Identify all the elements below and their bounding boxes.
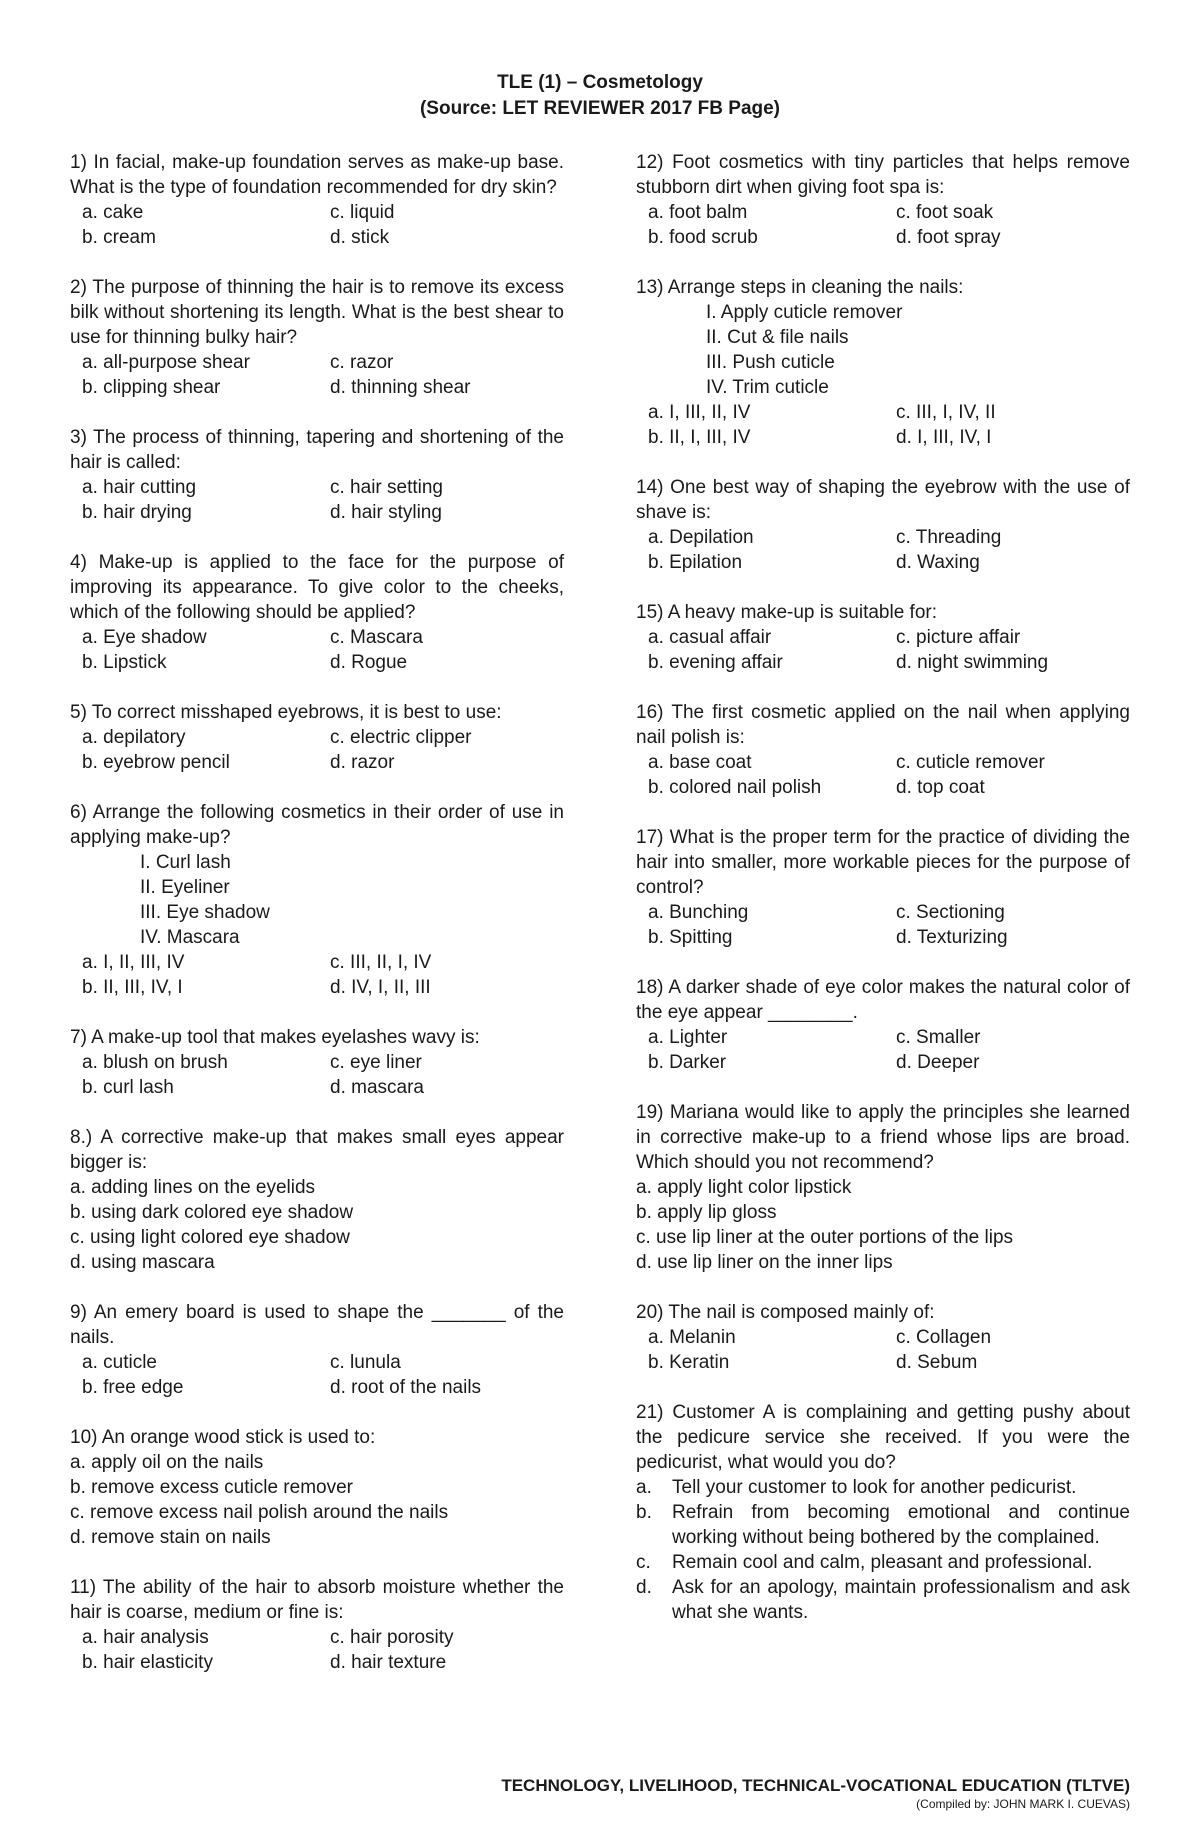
ordering-item: IV. Mascara [140,927,240,948]
question-block [70,1575,564,1675]
answer-choice: d. using mascara [70,1252,215,1273]
answer-choices [636,1175,1130,1275]
answer-choice: d. use lip liner on the inner lips [636,1252,893,1273]
answer-choice: d. remove stain on nails [70,1527,271,1548]
question-block [70,550,564,675]
question-stem: 2) The purpose of thinning the hair is to remove its excess bilk without shortening its length. What is the best shear to use for thinning bulky hair? [70,277,564,348]
answer-choices [636,1025,1130,1075]
answer-choice: c. using light colored eye shadow [70,1227,350,1248]
answer-choice: c. picture affair [896,627,1021,648]
answer-choice: a. Eye shadow [82,627,207,648]
answer-choice: d. hair texture [330,1652,447,1673]
footer-credit: (Compiled by: JOHN MARK I. CUEVAS) [916,1797,1130,1811]
answer-choice: c. foot soak [896,202,994,223]
question-stem: 10) An orange wood stick is used to: [70,1427,376,1448]
question-stem: 11) The ability of the hair to absorb moisture whether the hair is coarse, medium or fine is: [70,1577,564,1623]
question-stem: 8.) A corrective make-up that makes small eyes appear bigger is: [70,1127,564,1173]
answer-choice: c. electric clipper [330,727,472,748]
question-stem: 9) An emery board is used to shape the _______ of the nails. [70,1302,564,1348]
answer-choice: b. Lipstick [82,652,167,673]
answer-choice: a. blush on brush [82,1052,228,1073]
answer-choice: a. depilatory [82,727,186,748]
choice-letter: c. [636,1552,651,1573]
choice-text: Remain cool and calm, pleasant and professional. [672,1552,1093,1573]
answer-choice: b. eyebrow pencil [82,752,230,773]
answer-choice: d. stick [330,227,390,248]
answer-choice: c. use lip liner at the outer portions of the lips [636,1227,1014,1248]
choice-letter: b. [636,1502,652,1523]
ordering-item: III. Eye shadow [140,902,270,923]
left-column [70,150,564,1700]
question-block [70,275,564,400]
answer-choice: a. adding lines on the eyelids [70,1177,316,1198]
question-block [636,275,1130,450]
answer-choice: d. Waxing [896,552,980,573]
answer-choice: c. Collagen [896,1327,992,1348]
answer-choice: a. Melanin [648,1327,736,1348]
answer-choices [70,1175,564,1275]
answer-choice: d. Rogue [330,652,408,673]
answer-choices [70,350,564,400]
answer-choice: b. food scrub [648,227,758,248]
answer-choice: c. III, I, IV, II [896,402,996,423]
question-block [636,1400,1130,1625]
question-stem: 7) A make-up tool that makes eyelashes wavy is: [70,1027,480,1048]
answer-choice: a. I, II, III, IV [82,952,185,973]
question-block [636,1300,1130,1375]
question-stem: 6) Arrange the following cosmetics in their order of use in applying make-up? [70,802,564,848]
choice-text: Refrain from becoming emotional and continue working without being bothered by the complained. [672,1502,1130,1548]
ordering-item: I. Curl lash [140,852,231,873]
answer-choice: d. root of the nails [330,1377,482,1398]
answer-choice: d. top coat [896,777,985,798]
question-stem: 15) A heavy make-up is suitable for: [636,602,937,623]
document-header [0,70,1200,122]
answer-choices [70,475,564,525]
question-block [70,1300,564,1400]
answer-choices [70,1350,564,1400]
answer-choice: a. hair cutting [82,477,197,498]
answer-choice: b. hair drying [82,502,192,523]
question-block [70,800,564,1000]
answer-choice: b. Darker [648,1052,727,1073]
question-block [636,825,1130,950]
answer-choice: d. I, III, IV, I [896,427,992,448]
answer-choice: c. III, II, I, IV [330,952,432,973]
question-block [70,150,564,250]
ordering-items [70,850,564,950]
answer-choice: b. cream [82,227,156,248]
answer-choice: a. Bunching [648,902,749,923]
question-stem: 18) A darker shade of eye color makes the natural color of the eye appear ________. [636,977,1130,1023]
ordering-item: III. Push cuticle [706,352,835,373]
answer-choice: d. Deeper [896,1052,980,1073]
answer-choice: d. night swimming [896,652,1049,673]
answer-choices [636,200,1130,250]
answer-choice: a. apply light color lipstick [636,1177,852,1198]
answer-choice: b. Keratin [648,1352,730,1373]
answer-choice: c. hair setting [330,477,443,498]
question-block [636,600,1130,675]
question-block [636,975,1130,1075]
answer-choice: c. razor [330,352,394,373]
question-stem: 17) What is the proper term for the practice of dividing the hair into smaller, more workable pieces for the purpose of control? [636,827,1130,898]
answer-choice: c. Threading [896,527,1002,548]
question-block [70,1125,564,1275]
answer-choices [70,1050,564,1100]
question-block [636,475,1130,575]
footer-title: TECHNOLOGY, LIVELIHOOD, TECHNICAL-VOCATIONAL EDUCATION (TLTVE) [501,1776,1130,1795]
choice-letter: d. [636,1577,652,1598]
answer-choices [636,1325,1130,1375]
question-stem: 4) Make-up is applied to the face for the purpose of improving its appearance. To give color to the cheeks, which of the following should be applied? [70,552,564,623]
question-stem: 12) Foot cosmetics with tiny particles that helps remove stubborn dirt when giving foot spa is: [636,152,1130,198]
answer-choices [70,200,564,250]
question-stem: 5) To correct misshaped eyebrows, it is best to use: [70,702,502,723]
answer-choices [70,625,564,675]
answer-choice: a. Depilation [648,527,754,548]
answer-choices [70,1625,564,1675]
question-stem: 3) The process of thinning, tapering and shortening of the hair is called: [70,427,564,473]
answer-choice: c. Sectioning [896,902,1005,923]
answer-choice: d. thinning shear [330,377,471,398]
question-block [636,700,1130,800]
answer-choice: a. I, III, II, IV [648,402,751,423]
answer-choice: c. lunula [330,1352,401,1373]
ordering-items [636,300,1130,400]
ordering-item: I. Apply cuticle remover [706,302,903,323]
answer-choice: c. hair porosity [330,1627,454,1648]
question-stem: 13) Arrange steps in cleaning the nails: [636,277,964,298]
answer-choice: c. cuticle remover [896,752,1045,773]
answer-choice: b. using dark colored eye shadow [70,1202,354,1223]
answer-choice: a. cuticle [82,1352,157,1373]
answer-choice [636,1575,1130,1625]
question-stem: 14) One best way of shaping the eyebrow with the use of shave is: [636,477,1130,523]
answer-choice: b. II, I, III, IV [648,427,751,448]
question-block [70,1025,564,1100]
question-stem: 1) In facial, make-up foundation serves as make-up base. What is the type of foundation recommended for dry skin? [70,152,564,198]
page-title: TLE (1) – Cosmetology [497,72,703,93]
question-stem: 21) Customer A is complaining and getting pushy about the pedicure service she received. If you were the pedicurist, what would you do? [636,1402,1130,1473]
answer-choice: d. Sebum [896,1352,978,1373]
answer-choice: a. all-purpose shear [82,352,250,373]
question-block [70,425,564,525]
answer-choice: b. clipping shear [82,377,221,398]
answer-choices [70,725,564,775]
answer-choices [70,1450,564,1550]
answer-choice: a. cake [82,202,144,223]
answer-choice: b. hair elasticity [82,1652,213,1673]
answer-choice: a. hair analysis [82,1627,209,1648]
question-block [70,1425,564,1550]
answer-choices [636,400,1130,450]
answer-choice [636,1550,1130,1575]
answer-choice: c. liquid [330,202,395,223]
answer-choice: d. razor [330,752,395,773]
choice-letter: a. [636,1477,652,1498]
answer-choice: a. base coat [648,752,752,773]
answer-choices [636,900,1130,950]
answer-choice: c. Smaller [896,1027,981,1048]
ordering-item: II. Eyeliner [140,877,230,898]
question-block [70,700,564,775]
answer-choice: d. IV, I, II, III [330,977,431,998]
answer-choice: c. Mascara [330,627,423,648]
answer-choices [636,750,1130,800]
question-block [636,1100,1130,1275]
answer-choice: d. foot spray [896,227,1001,248]
choice-text: Ask for an apology, maintain professionalism and ask what she wants. [672,1577,1130,1623]
ordering-item: IV. Trim cuticle [706,377,829,398]
choice-text: Tell your customer to look for another pedicurist. [672,1477,1077,1498]
answer-choice: a. foot balm [648,202,748,223]
answer-choice: b. curl lash [82,1077,174,1098]
ordering-item: II. Cut & file nails [706,327,849,348]
page-footer [501,1775,1130,1812]
answer-choice: c. eye liner [330,1052,422,1073]
answer-choice: d. mascara [330,1077,424,1098]
question-block [636,150,1130,250]
answer-choice: d. hair styling [330,502,442,523]
answer-choice: b. remove excess cuticle remover [70,1477,353,1498]
answer-choice [636,1475,1130,1500]
answer-choice: d. Texturizing [896,927,1008,948]
question-stem: 20) The nail is composed mainly of: [636,1302,935,1323]
question-stem: 16) The first cosmetic applied on the nail when applying nail polish is: [636,702,1130,748]
answer-choice: b. Spitting [648,927,733,948]
answer-choice [636,1500,1130,1550]
answer-choice: b. Epilation [648,552,743,573]
question-stem: 19) Mariana would like to apply the principles she learned in corrective make-up to a friend whose lips are broad. Which should you not recommend? [636,1102,1130,1173]
answer-choice: b. colored nail polish [648,777,822,798]
answer-choices [636,1475,1130,1625]
source-line: (Source: LET REVIEWER 2017 FB Page) [419,98,781,119]
answer-choice: c. remove excess nail polish around the nails [70,1502,449,1523]
answer-choice: b. II, III, IV, I [82,977,183,998]
right-column [636,150,1130,1650]
answer-choice: a. apply oil on the nails [70,1452,264,1473]
answer-choice: a. casual affair [648,627,772,648]
answer-choices [636,525,1130,575]
answer-choice: b. evening affair [648,652,783,673]
answer-choice: b. apply lip gloss [636,1202,777,1223]
answer-choice: b. free edge [82,1377,184,1398]
answer-choice: a. Lighter [648,1027,728,1048]
answer-choices [636,625,1130,675]
answer-choices [70,950,564,1000]
